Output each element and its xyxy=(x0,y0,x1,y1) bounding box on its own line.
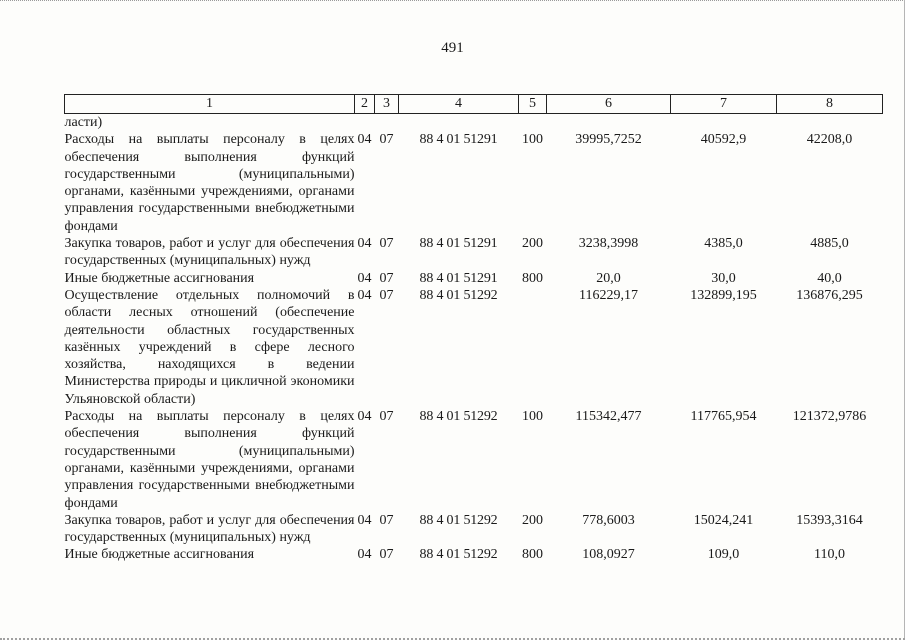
row-amount-col7: 117765,954 xyxy=(690,409,757,425)
row-amount-col8: 15393,3164 xyxy=(796,512,863,528)
row-amount-col8 xyxy=(777,114,883,132)
row-description: ласти) xyxy=(64,115,103,130)
row-expense-type: 800 xyxy=(522,270,543,286)
header-col-1: 1 xyxy=(65,95,355,114)
row-subsection: 07 xyxy=(379,512,394,528)
row-section: 04 xyxy=(357,236,372,252)
row-amount-col6: 115342,477 xyxy=(575,409,642,425)
row-subsection: 07 xyxy=(379,409,394,425)
row-amount-col8: 121372,9786 xyxy=(792,409,867,425)
row-amount-col7: 109,0 xyxy=(707,547,740,563)
row-amount-col7: 132899,195 xyxy=(690,287,757,303)
row-description: Осуществление отдельных полномочий в области лесных отношений (обеспечение деятельности областных государственных казённых учреждений в сфере лесного хозяйства, находящихся в ведении Министерства природы и цикличной экономики Ульяновской области) xyxy=(64,287,355,407)
row-section: 04 xyxy=(357,287,372,303)
row-amount-col6: 20,0 xyxy=(596,270,621,286)
row-subsection: 07 xyxy=(379,270,394,286)
row-target-article: 88 4 01 51292 xyxy=(419,547,498,563)
table-row xyxy=(65,287,883,408)
row-description: Закупка товаров, работ и услуг для обеспечения государственных (муниципальных) нужд xyxy=(64,512,355,546)
row-expense-type xyxy=(519,287,547,408)
row-amount-col8: 110,0 xyxy=(814,547,845,563)
header-col-7: 7 xyxy=(671,95,777,114)
table-row xyxy=(65,512,883,547)
page-edge-top xyxy=(0,0,905,4)
row-amount-col6: 108,0927 xyxy=(582,547,635,563)
row-section: 04 xyxy=(357,409,372,425)
row-target-article: 88 4 01 51292 xyxy=(419,409,498,425)
row-amount-col8: 40,0 xyxy=(817,270,842,286)
header-row xyxy=(65,95,883,114)
table-row xyxy=(65,114,883,132)
table-row xyxy=(65,235,883,270)
table-row xyxy=(65,546,883,563)
row-description: Закупка товаров, работ и услуг для обеспечения государственных (муниципальных) нужд xyxy=(64,236,355,269)
page-edge-right xyxy=(901,0,905,640)
row-section xyxy=(355,114,375,132)
row-section: 04 xyxy=(357,512,372,528)
budget-table xyxy=(64,94,883,564)
row-description: Расходы на выплаты персоналу в целях обеспечения выполнения функций государственными (муниципальными) органами, казёнными учреждениями, органами управления государственными внебюджетными фондами xyxy=(64,409,355,511)
row-expense-type xyxy=(519,114,547,132)
row-target-article: 88 4 01 51291 xyxy=(419,270,498,286)
page-edge-bottom xyxy=(0,634,905,640)
header-col-2: 2 xyxy=(355,95,375,114)
row-amount-col8: 4885,0 xyxy=(810,236,849,252)
row-subsection: 07 xyxy=(379,287,394,303)
row-amount-col7: 30,0 xyxy=(711,270,736,286)
row-amount-col6: 116229,17 xyxy=(579,287,638,303)
page-number: 491 xyxy=(441,40,464,56)
header-col-5: 5 xyxy=(519,95,547,114)
row-section: 04 xyxy=(357,547,372,563)
row-subsection: 07 xyxy=(379,132,394,148)
row-amount-col7 xyxy=(671,114,777,132)
row-target-article xyxy=(399,114,519,132)
row-subsection: 07 xyxy=(379,547,394,563)
row-amount-col8: 42208,0 xyxy=(806,132,853,148)
row-amount-col6: 3238,3998 xyxy=(578,236,639,252)
row-expense-type: 800 xyxy=(522,547,543,563)
header-col-3: 3 xyxy=(375,95,399,114)
row-section: 04 xyxy=(357,132,372,148)
row-target-article: 88 4 01 51291 xyxy=(419,236,498,252)
row-description: Иные бюджетные ассигнования xyxy=(64,547,255,563)
header-col-8: 8 xyxy=(777,95,883,114)
row-expense-type: 200 xyxy=(522,236,543,252)
row-target-article: 88 4 01 51291 xyxy=(419,132,498,148)
row-section: 04 xyxy=(357,270,372,286)
header-col-4: 4 xyxy=(399,95,519,114)
row-amount-col6: 39995,7252 xyxy=(575,132,642,148)
row-amount-col6 xyxy=(547,114,671,132)
row-expense-type: 100 xyxy=(522,132,543,148)
row-expense-type: 100 xyxy=(522,409,543,425)
row-subsection: 07 xyxy=(379,236,394,252)
table-row xyxy=(65,131,883,235)
row-description: Иные бюджетные ассигнования xyxy=(64,270,255,286)
row-subsection xyxy=(375,114,399,132)
row-amount-col7: 40592,9 xyxy=(700,132,747,148)
table-row xyxy=(65,270,883,287)
row-target-article: 88 4 01 51292 xyxy=(419,512,498,528)
header-col-6: 6 xyxy=(547,95,671,114)
row-description: Расходы на выплаты персоналу в целях обеспечения выполнения функций государственными (муниципальными) органами, казёнными учреждениями, органами управления государственными внебюджетными фондами xyxy=(64,132,355,234)
row-amount-col8: 136876,295 xyxy=(796,287,863,303)
table-row xyxy=(65,408,883,512)
row-expense-type: 200 xyxy=(522,512,543,528)
row-amount-col6: 778,6003 xyxy=(582,512,635,528)
row-amount-col7: 4385,0 xyxy=(704,236,743,252)
row-target-article: 88 4 01 51292 xyxy=(419,287,498,303)
row-amount-col7: 15024,241 xyxy=(693,512,754,528)
